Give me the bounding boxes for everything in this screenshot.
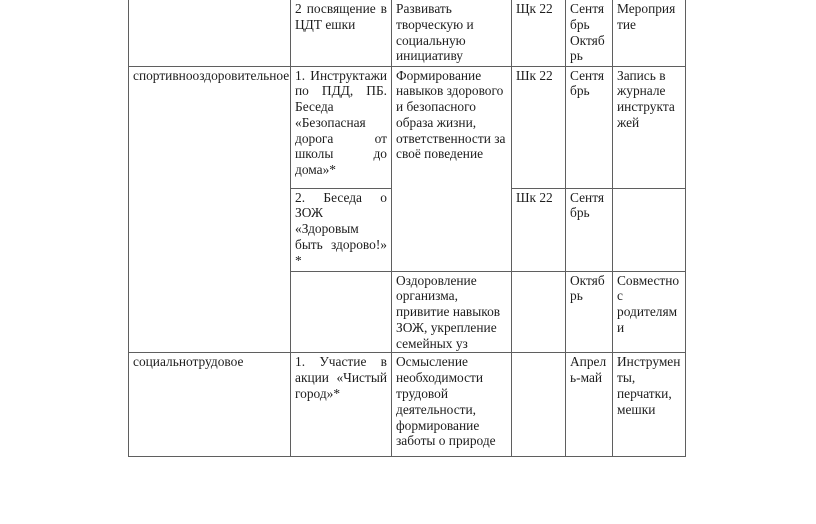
cell-activity — [291, 271, 392, 353]
cell-purpose: Осмысление необходимости трудовой деятельности, формирование заботы о природе — [392, 353, 512, 457]
cell-venue: Щк 22 — [512, 0, 566, 66]
cell-activity: 2. Беседа о ЗОЖ «Здоровым быть здорово!» * — [291, 188, 392, 271]
cell-venue — [512, 271, 566, 353]
cell-activity: 1. Участие в акции «Чистый город»* — [291, 353, 392, 457]
cell-category — [129, 0, 291, 66]
cell-timeframe: Апрель-май — [566, 353, 613, 457]
cell-notes: Мероприятие — [613, 0, 686, 66]
table-row — [129, 353, 686, 457]
cell-venue: Шк 22 — [512, 66, 566, 188]
cell-timeframe: Сентябрь — [566, 66, 613, 188]
cell-activity: 1. Инструктажи по ПДД, ПБ. Беседа «Безопасная дорога от школы до дома»* — [291, 66, 392, 188]
cell-timeframe: Октябрь — [566, 271, 613, 353]
cell-activity: 2 посвящение в ЦДТ ешки — [291, 0, 392, 66]
activity-plan-table — [128, 0, 686, 457]
cell-purpose: Развивать творческую и социальную инициативу — [392, 0, 512, 66]
cell-purpose: Формирование навыков здорового и безопасного образа жизни, ответственности за своё поведение — [392, 66, 512, 271]
cell-venue: Шк 22 — [512, 188, 566, 271]
cell-notes: Запись в журнале инструктажей — [613, 66, 686, 188]
cell-notes: Совместно с родителями — [613, 271, 686, 353]
cell-timeframe: Сентябрь — [566, 188, 613, 271]
cell-venue — [512, 353, 566, 457]
cell-purpose: Оздоровление организма, привитие навыков ЗОЖ, укрепление семейных уз — [392, 271, 512, 353]
cell-timeframe: Сентябрь Октябрь — [566, 0, 613, 66]
table-row — [129, 0, 686, 66]
table-row — [129, 66, 686, 188]
cell-notes: Инструменты, перчатки, мешки — [613, 353, 686, 457]
cell-category: спортивнооздоровительное — [129, 66, 291, 353]
cell-notes — [613, 188, 686, 271]
cell-category: социальнотрудовое — [129, 353, 291, 457]
